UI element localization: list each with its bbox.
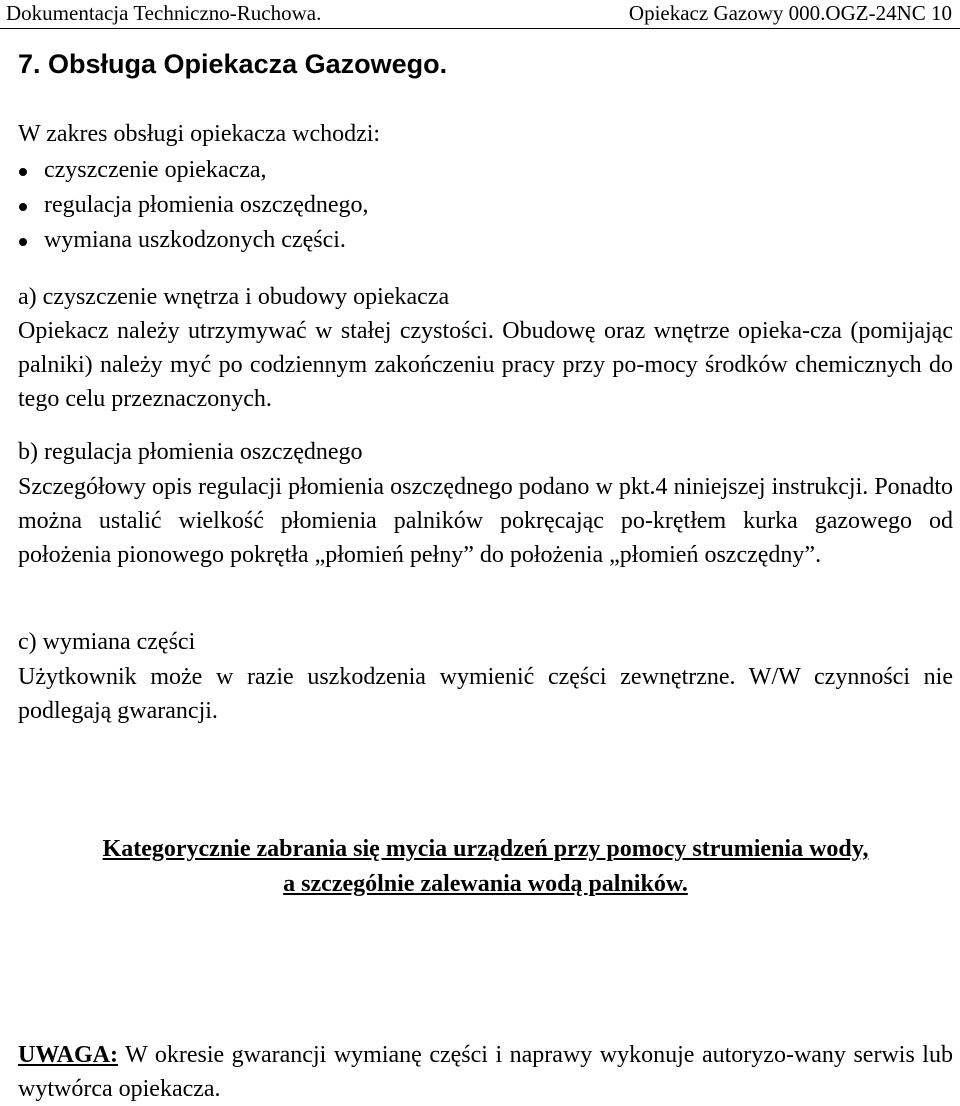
list-item: regulacja płomienia oszczędnego, xyxy=(18,188,369,223)
list-item: czyszczenie opiekacza, xyxy=(18,153,369,188)
subsection-b-body: Szczegółowy opis regulacji płomienia oszczędnego podano w pkt.4 niniejszej instrukcji. Ponadto można ustalić wielkość płomienia palników pokręcając po-krętłem kurka gazowego od położenia pionowego pokrętła „płomień pełny” do położenia „płomień oszczędny”. xyxy=(18,474,953,568)
subsection-b-heading: b) regulacja płomienia oszczędnego xyxy=(18,439,363,465)
list-item: wymiana uszkodzonych części. xyxy=(18,223,369,258)
subsection-a-body: Opiekacz należy utrzymywać w stałej czystości. Obudowę oraz wnętrze opieka-cza (pomijając palniki) należy myć po codziennym zakończeniu pracy przy po-mocy środków chemicznych do tego celu przeznaczonych. xyxy=(18,318,953,412)
warning-line-1: Kategorycznie zabrania się mycia urządzeń przy pomocy strumienia wody, xyxy=(102,836,869,862)
section-intro: W zakres obsługi opiekacza wchodzi: xyxy=(18,121,381,147)
subsection-c-body: Użytkownik może w razie uszkodzenia wymienić części zewnętrzne. W/W czynności nie podlegają gwarancji. xyxy=(18,664,953,724)
washing-warning xyxy=(18,832,953,902)
warning-line-2: a szczególnie zalewania wodą palników. xyxy=(283,871,688,897)
header-product-id: Opiekacz Gazowy 000.OGZ-24NC 10 xyxy=(628,1,952,25)
header-doc-title: Dokumentacja Techniczno-Ruchowa. xyxy=(6,1,322,25)
subsection-c-heading: c) wymiana części xyxy=(18,629,196,655)
task-list xyxy=(18,153,369,258)
page-header xyxy=(0,0,960,29)
note-label: UWAGA: xyxy=(18,1042,118,1068)
subsection-a-heading: a) czyszczenie wnętrza i obudowy opiekacza xyxy=(18,284,450,310)
warranty-note xyxy=(18,1038,953,1106)
section-title: 7. Obsługa Opiekacza Gazowego. xyxy=(18,49,448,79)
note-text: W okresie gwarancji wymianę części i naprawy wykonuje autoryzo-wany serwis lub wytwórca opiekacza. xyxy=(18,1042,953,1102)
